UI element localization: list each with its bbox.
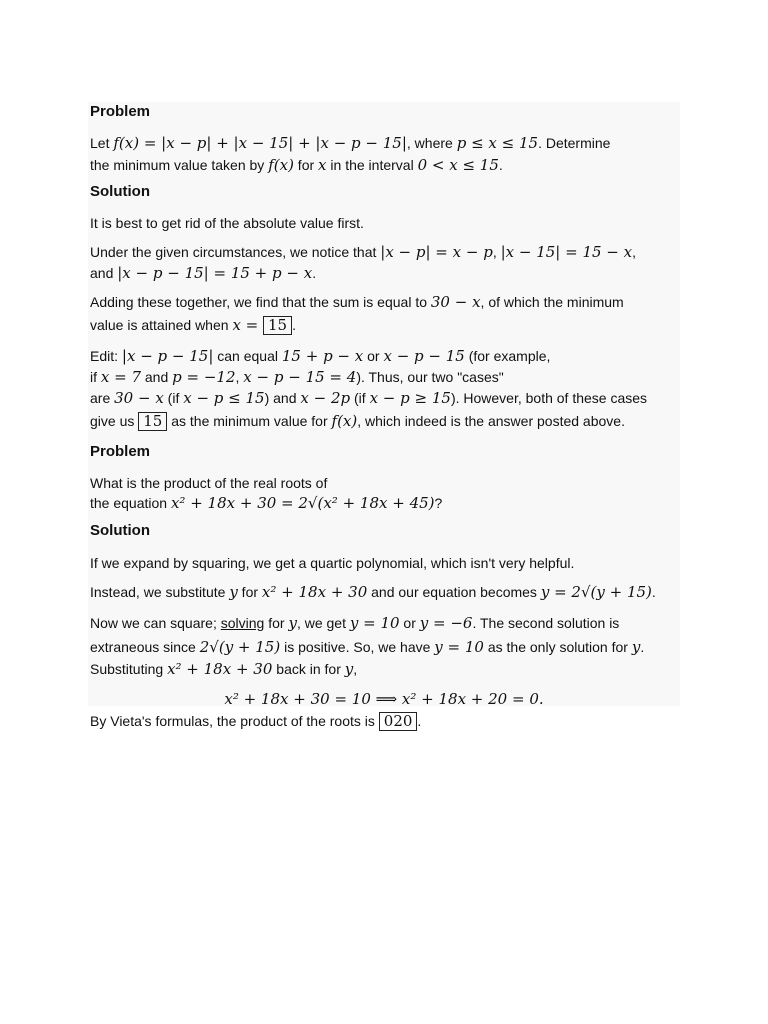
solution-heading: Solution: [90, 522, 150, 539]
boxed-answer: 15: [263, 316, 292, 335]
solution-text: Under the given circumstances, we notice that |x − p| = x − p, |x − 15| = 15 − x,: [90, 243, 636, 261]
solution-text: are 30 − x (if x − p ≤ 15) and x − 2p (if x − p ≥ 15). However, both of these cases: [90, 389, 648, 407]
solution-text: value is attained when x = 15 .: [90, 316, 296, 334]
display-equation: x² + 18x + 30 = 10 ⟹ x² + 18x + 20 = 0.: [224, 690, 544, 708]
solution-heading: Solution: [90, 183, 150, 200]
solution-text: extraneous since 2√(y + 15) is positive. So, we have y = 10 as the only solution for y.: [90, 638, 645, 656]
boxed-answer: 15: [138, 412, 167, 431]
problem-heading: Problem: [90, 103, 151, 120]
solution-text: Substituting x² + 18x + 30 back in for y,: [90, 660, 358, 678]
problem-statement-line-2: the equation x² + 18x + 30 = 2√(x² + 18x + 45)?: [90, 494, 443, 512]
solving-link[interactable]: solving: [220, 615, 265, 631]
solution-text: If we expand by squaring, we get a quartic polynomial, which isn't very helpful.: [90, 555, 575, 571]
solution-text: give us 15 as the minimum value for f(x), which indeed is the answer posted above.: [90, 412, 625, 430]
boxed-answer: 020: [379, 712, 418, 731]
solution-text: Instead, we substitute y for x² + 18x + 30 and our equation becomes y = 2√(y + 15).: [90, 583, 656, 601]
problem-statement-line-1: Let f(x) = |x − p| + |x − 15| + |x − p − 15|, where p ≤ x ≤ 15. Determine: [90, 134, 611, 152]
problem-heading: Problem: [90, 443, 151, 460]
solution-text: Now we can square; solving for y, we get y = 10 or y = −6. The second solution is: [90, 614, 620, 632]
solution-text: if x = 7 and p = −12, x − p − 15 = 4). Thus, our two "cases": [90, 368, 504, 386]
solution-text: Adding these together, we find that the sum is equal to 30 − x, of which the minimum: [90, 293, 624, 311]
solution-text: and |x − p − 15| = 15 + p − x.: [90, 264, 317, 282]
solution-text: Edit: |x − p − 15| can equal 15 + p − x or x − p − 15 (for example,: [90, 347, 551, 365]
solution-text: By Vieta's formulas, the product of the roots is 020 .: [90, 712, 422, 730]
solution-text: It is best to get rid of the absolute value first.: [90, 215, 364, 231]
problem-statement-line-2: the minimum value taken by f(x) for x in the interval 0 < x ≤ 15.: [90, 156, 503, 174]
problem-statement-line-1: What is the product of the real roots of: [90, 475, 328, 491]
